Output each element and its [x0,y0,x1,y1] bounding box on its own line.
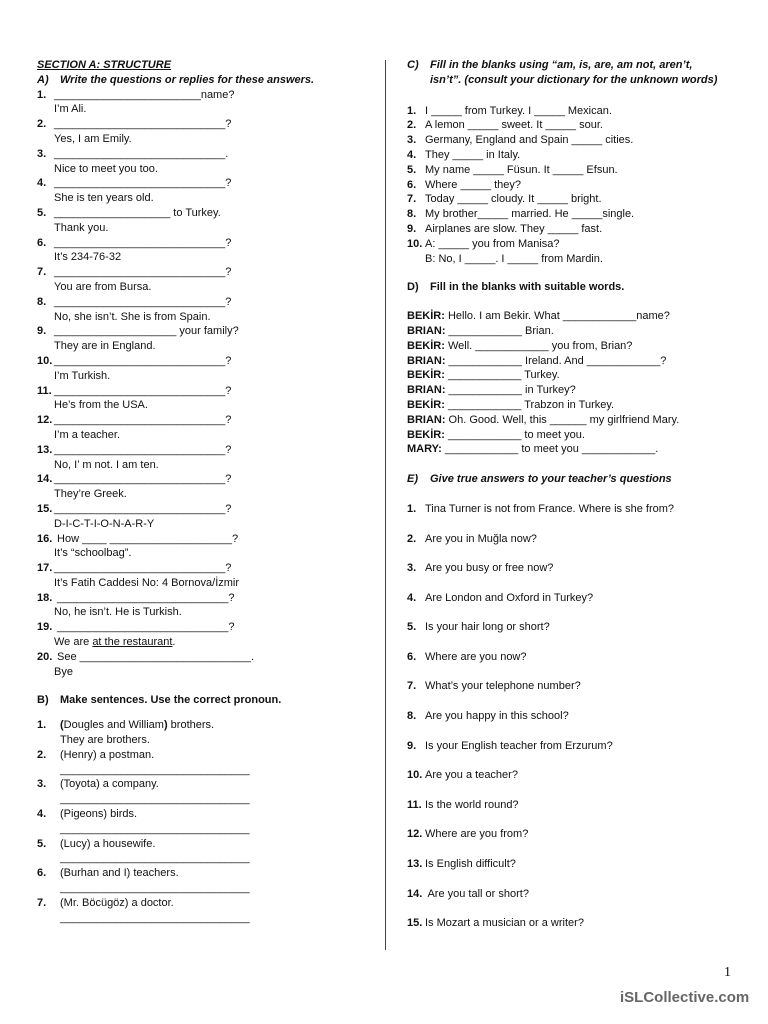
list-item [407,798,747,828]
list-item [407,118,747,133]
list-item [407,148,747,163]
dialogue-line [407,442,747,457]
part-a-label: A) [37,73,49,86]
item-number: 3. [407,134,417,147]
prompt-text: (Burhan and I) teachers. [60,867,179,880]
question-blank: ____________________________? [54,118,232,131]
list-item [407,620,747,650]
item-number: 6. [37,867,47,880]
part-b-heading [37,693,372,708]
list-item [407,133,747,148]
list-item [407,192,747,207]
dialogue-line [407,309,747,324]
part-c-heading [407,58,747,73]
list-item [407,207,747,222]
list-item [407,237,747,252]
question-blank: ____________________________? [54,354,232,367]
list-item [37,748,372,763]
question-line [37,265,372,280]
part-c-list [407,104,747,252]
item-number: 19. [37,621,53,634]
part-e-instruction: Give true answers to your teacher’s questions [430,473,672,486]
item-number: 18. [37,591,53,604]
question-text: Is Mozart a musician or a writer? [425,917,584,930]
part-d-dialogue [407,309,747,457]
question-blank: ____________________________? [54,266,232,279]
item-number: 7. [407,680,417,693]
item-number: 5. [407,621,417,634]
part-b-list [37,718,372,925]
fill-sentence: I _____ from Turkey. I _____ Mexican. [425,104,612,117]
question-blank: ____________________________? [54,236,232,249]
dialogue-text: ____________ to meet you. [444,428,585,441]
item-number: 2. [407,119,417,132]
fill-sentence: A lemon _____ sweet. It _____ sour. [425,119,603,132]
item-number: 3. [37,778,47,791]
answer-line: No, he isn’t. He is Turkish. [54,606,182,619]
question-line [37,206,372,221]
item-number: 11. [37,384,52,397]
answer-line: Thank you. [54,221,109,234]
page-number: 1 [724,965,731,980]
part-b-label: B) [37,694,49,707]
prompt-text: (Pigeons) birds. [60,808,138,821]
answer-line [37,635,372,650]
list-item [407,561,747,591]
list-item [407,104,747,119]
question-line [37,561,372,576]
item-number: 4. [407,148,417,161]
answer-line: It’s “schoolbag”. [54,547,132,560]
answer-line: D-I-C-T-I-O-N-A-R-Y [54,517,155,530]
prompt-text: (Mr. Böcügöz) a doctor. [60,896,174,909]
question-blank: ____________________________? [54,562,232,575]
item-number: 20. [37,650,53,663]
question-line [37,176,372,191]
list-item [407,916,747,946]
item-number: 4. [37,177,47,190]
dialogue-text: ____________ Ireland. And ____________? [445,354,667,367]
left-column [37,58,372,925]
item-number: 13. [37,443,53,456]
answer-blank: _______________________________ [60,763,250,776]
answer-blank: _______________________________ [60,882,250,895]
answer-blank: _______________________________ [60,822,250,835]
answer-line: You are from Bursa. [54,280,152,293]
question-blank: ____________________________? [54,414,232,427]
item-number: 2. [407,532,417,545]
answer-blank: _______________________________ [60,911,250,924]
fill-sentence: They _____ in Italy. [425,148,521,161]
question-text: Are you busy or free now? [425,562,554,575]
list-item: 1. (Dougles and William) brothers. [37,719,215,732]
part-d-heading [407,280,747,295]
item-number: 7. [407,193,417,206]
question-text: Tina Turner is not from France. Where is she from? [425,502,675,515]
speaker-name: BEKİR: [407,339,445,352]
dialogue-line [407,413,747,428]
question-line [37,472,372,487]
prompt-text: (Lucy) a housewife. [60,837,156,850]
list-item [37,866,372,881]
answer-line: No, she isn’t. She is from Spain. [54,310,211,323]
part-c-instruction-2: isn’t”. (consult your dictionary for the unknown words) [430,73,718,86]
dialogue-line [407,398,747,413]
item-number: 4. [407,591,417,604]
question-line [37,591,372,606]
fill-sentence: Where _____ they? [425,178,522,191]
list-item [407,887,747,917]
part-e-list [407,502,747,946]
item-number: 4. [37,808,47,821]
answer-line: He’s from the USA. [54,399,148,412]
answer-line: She is ten years old. [54,192,154,205]
dialogue-text: ____________ Turkey. [444,369,560,382]
part-b-instruction: Make sentences. Use the correct pronoun. [60,694,282,707]
question-text: Is your hair long or short? [425,621,550,634]
item-number: 9. [37,325,47,338]
question-line [37,88,372,103]
item-number: 6. [407,650,417,663]
question-blank: ____________________________? [54,591,235,604]
question-blank: ____________________________? [54,295,232,308]
question-line [37,413,372,428]
answer-blank: _______________________________ [60,852,250,865]
fill-sentence: My brother_____ married. He _____single. [425,208,635,221]
item-number: 3. [37,147,47,160]
question-text: Is English difficult? [425,858,516,871]
fill-sentence: Germany, England and Spain _____ cities. [425,134,634,147]
list-item [407,679,747,709]
list-item [407,532,747,562]
item-number: 14. [37,473,53,486]
item-number: 14. [407,887,423,900]
item-number: 10. [37,354,53,367]
speaker-name: MARY: [407,443,442,456]
item-number: 6. [37,236,47,249]
question-line [37,384,372,399]
prompt-text: (Henry) a postman. [60,748,155,761]
question-text: Where are you from? [425,828,529,841]
answer-pre: We are [54,636,93,649]
item-number: 8. [407,710,417,723]
item-number: 10. [407,769,423,782]
item-number: 7. [37,896,47,909]
speaker-name: BEKİR: [407,369,445,382]
part-d-label: D) [407,281,419,294]
item-number: 1. [407,104,417,117]
answer-line: It’s Fatih Caddesi No: 4 Bornova/İzmir [54,576,240,589]
list-item [407,739,747,769]
question-blank: See ____________________________. [54,650,255,663]
item-number: 9. [407,739,417,752]
item-number: 12. [37,414,53,427]
question-blank: ____________________________? [54,177,232,190]
dialogue-line [407,368,747,383]
question-line [37,532,372,547]
speaker-name: BEKİR: [407,428,445,441]
question-line [37,354,372,369]
answer-line: Nice to meet you too. [54,162,158,175]
answer-line: I’m Turkish. [54,369,111,382]
site-watermark: iSLCollective.com [620,989,750,1006]
item-number: 2. [37,118,47,131]
item-number: 7. [37,266,47,279]
item-number: 11. [407,798,422,811]
answer-line: No, I’ m not. I am ten. [54,458,159,471]
list-item [407,178,747,193]
question-line [37,147,372,162]
speaker-name: BRIAN: [407,413,446,426]
item-number: 1. [37,88,47,101]
question-text: What’s your telephone number? [425,680,581,693]
dialogue-text: Hello. I am Bekir. What ____________name? [444,310,670,323]
dialogue-line [407,324,747,339]
question-blank: ____________________________? [54,473,232,486]
question-line [37,295,372,310]
dialogue-text: ____________ in Turkey? [445,384,576,397]
question-blank: How ____ ____________________? [54,532,239,545]
part-a-heading [37,73,372,88]
speaker-name: BEKİR: [407,310,445,323]
question-text: Are London and Oxford in Turkey? [425,591,594,604]
part-e-heading [407,472,747,487]
part-e-label: E) [407,473,418,486]
question-line [37,324,372,339]
question-text: Are you tall or short? [425,887,529,900]
item-number: 17. [37,562,53,575]
fill-sentence: My name _____ Füsun. It _____ Efsun. [425,163,618,176]
part-a-instruction: Write the questions or replies for these answers. [60,73,315,86]
dialogue-line [407,354,747,369]
speaker-name: BRIAN: [407,354,446,367]
dialogue-text: ____________ Trabzon in Turkey. [444,398,615,411]
list-item [407,768,747,798]
item-number: 5. [37,206,47,219]
answer-line: They’re Greek. [54,488,127,501]
dialogue-line [407,428,747,443]
item-number: 15. [37,502,53,515]
list-item [37,837,372,852]
list-item [37,807,372,822]
answer-line: I’m a teacher. [54,428,121,441]
question-blank: ____________________________? [54,384,232,397]
prompt-text: (Toyota) a company. [60,778,159,791]
list-item [407,163,747,178]
question-line [37,620,372,635]
speaker-name: BRIAN: [407,324,446,337]
question-text: Are you in Muğla now? [425,532,537,545]
item-number: 3. [407,562,417,575]
list-item [407,222,747,237]
answer-post: . [172,636,176,649]
fill-sentence: A: _____ you from Manisa? [425,237,560,250]
list-item [37,777,372,792]
item-number: 10. [407,237,423,250]
fill-sentence: Today _____ cloudy. It _____ bright. [425,193,602,206]
item-number: 6. [407,178,417,191]
list-item [407,857,747,887]
question-line [37,117,372,132]
item-number: 5. [407,163,417,176]
part-c-instruction-1: Fill in the blanks using “am, is, are, am not, aren’t, [430,59,693,71]
right-column [407,58,747,946]
list-item [407,827,747,857]
question-line [37,650,372,665]
example-answer: They are brothers. [60,734,150,747]
part-c-item-10b: B: No, I _____. I _____ from Mardin. [425,252,603,265]
item-number: 9. [407,222,417,235]
dialogue-text: ____________ Brian. [445,324,554,337]
item-number: 8. [37,295,47,308]
answer-line: Yes, I am Emily. [54,132,132,145]
question-blank: ____________________________? [54,621,235,634]
item-number: 12. [407,828,423,841]
question-text: Are you happy in this school? [425,710,569,723]
item-number: 8. [407,208,417,221]
list-item [407,591,747,621]
answer-underlined: at the restaurant [92,636,173,649]
dialogue-text: ____________ to meet you ____________. [441,443,659,456]
item-number: 13. [407,858,423,871]
item-number: 16. [37,532,53,545]
answer-line: They are in England. [54,340,156,353]
answer-line: It’s 234-76-32 [54,251,122,264]
item-number: 2. [37,748,47,761]
speaker-name: BRIAN: [407,384,446,397]
question-blank: ____________________________. [54,147,229,160]
item-number: 1. [407,502,417,515]
question-blank: ___________________ to Turkey. [54,206,221,219]
answer-line: Bye [54,665,73,678]
answer-blank: _______________________________ [60,793,250,806]
speaker-name: BEKİR: [407,398,445,411]
question-line [37,236,372,251]
answer-line: I’m Ali. [54,103,87,116]
dialogue-text: Well. ____________ you from, Brian? [444,339,633,352]
item-number: 15. [407,917,423,930]
fill-sentence: Airplanes are slow. They _____ fast. [425,222,603,235]
list-item [407,502,747,532]
part-a-list [37,88,372,680]
list-item [407,650,747,680]
question-text: Is your English teacher from Erzurum? [425,739,613,752]
list-item [407,709,747,739]
part-c-label: C) [407,59,419,71]
dialogue-line [407,383,747,398]
column-divider [385,60,386,950]
dialogue-line [407,339,747,354]
part-d-instruction: Fill in the blanks with suitable words. [430,281,625,294]
question-text: Is the world round? [425,798,519,811]
question-text: Where are you now? [425,650,527,663]
question-blank: ________________________name? [54,88,235,101]
question-blank: ____________________________? [54,502,232,515]
question-text: Are you a teacher? [425,769,518,782]
question-line [37,502,372,517]
item-number: 5. [37,837,47,850]
question-blank: ____________________________? [54,443,232,456]
section-a-title: SECTION A: STRUCTURE [37,59,172,71]
dialogue-text: Oh. Good. Well, this ______ my girlfriend Mary. [445,413,680,426]
list-item [37,896,372,911]
question-blank: ____________________ your family? [54,325,239,338]
question-line [37,443,372,458]
